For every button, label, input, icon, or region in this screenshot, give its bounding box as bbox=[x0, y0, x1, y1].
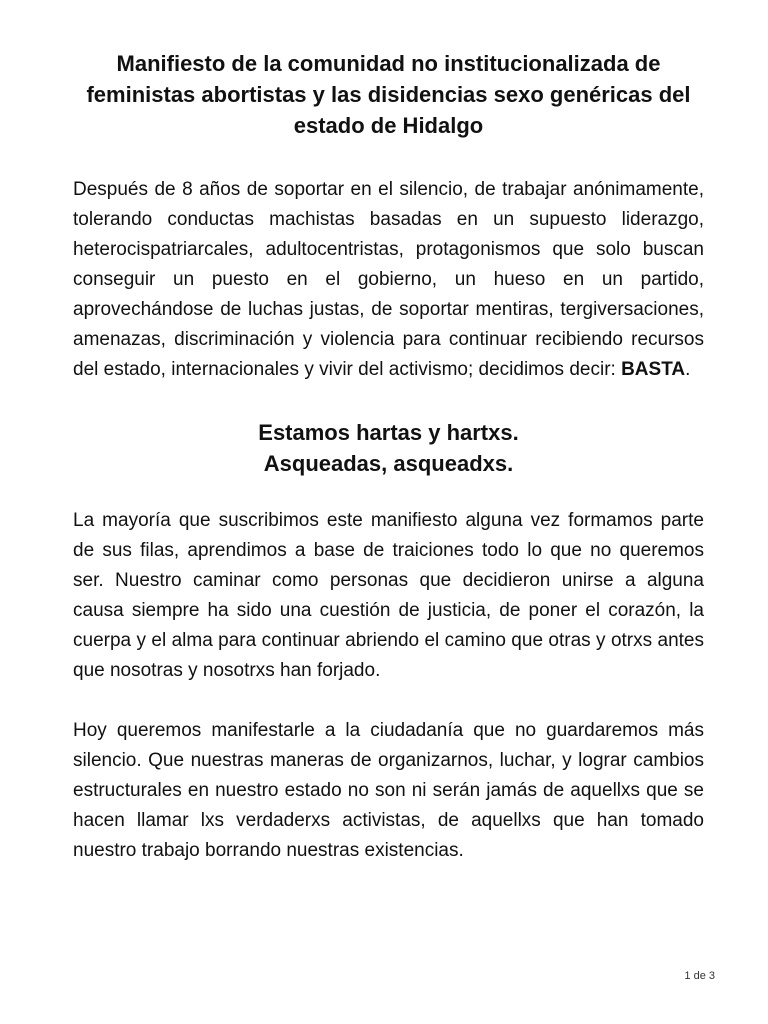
paragraph-2: La mayoría que suscribimos este manifiesto alguna vez formamos parte de sus filas, aprendimos a base de traiciones todo lo que no queremos ser. Nuestro caminar como personas que decidieron unirse a alguna causa siempre ha sido una cuestión de justicia, de poner el corazón, la cuerpa y el alma para continuar abriendo el camino que otras y otrxs antes que nosotras y nosotrxs han forjado. bbox=[73, 510, 704, 681]
paragraph-intro-text: Después de 8 años de soportar en el silencio, de trabajar anónimamente, tolerando conductas machistas basadas en un supuesto liderazgo, heterocispatriarcales, adultocentristas, protagonismos que solo buscan conseguir un puesto en el gobierno, un hueso en un partido, aprovechándose de luchas justas, de soportar mentiras, tergiversaciones, amenazas, discriminación y violencia para continuar recibiendo recursos del estado, internacionales y vivir del activismo; decidimos decir: bbox=[73, 179, 704, 380]
emphasis-basta: BASTA bbox=[621, 359, 686, 380]
paragraph-intro-end: . bbox=[685, 359, 691, 380]
document-page bbox=[73, 48, 704, 866]
subheading-line-2: Asqueadas, asqueadxs. bbox=[263, 451, 514, 476]
document-title: Manifiesto de la comunidad no institucionalizada de feministas abortistas y las disidencias sexo genéricas del estado de Hidalgo bbox=[86, 51, 691, 138]
page-number: 1 de 3 bbox=[684, 970, 715, 982]
paragraph-3: Hoy queremos manifestarle a la ciudadanía que no guardaremos más silencio. Que nuestras maneras de organizarnos, luchar, y lograr cambios estructurales en nuestro estado no son ni serán jamás de aquellxs que se hacen llamar lxs verdaderxs activistas, de aquellxs que han tomado nuestro trabajo borrando nuestras existencias. bbox=[73, 720, 704, 861]
subheading bbox=[73, 417, 704, 479]
subheading-line-1: Estamos hartas y hartxs. bbox=[258, 420, 519, 445]
paragraph-intro bbox=[73, 175, 704, 385]
